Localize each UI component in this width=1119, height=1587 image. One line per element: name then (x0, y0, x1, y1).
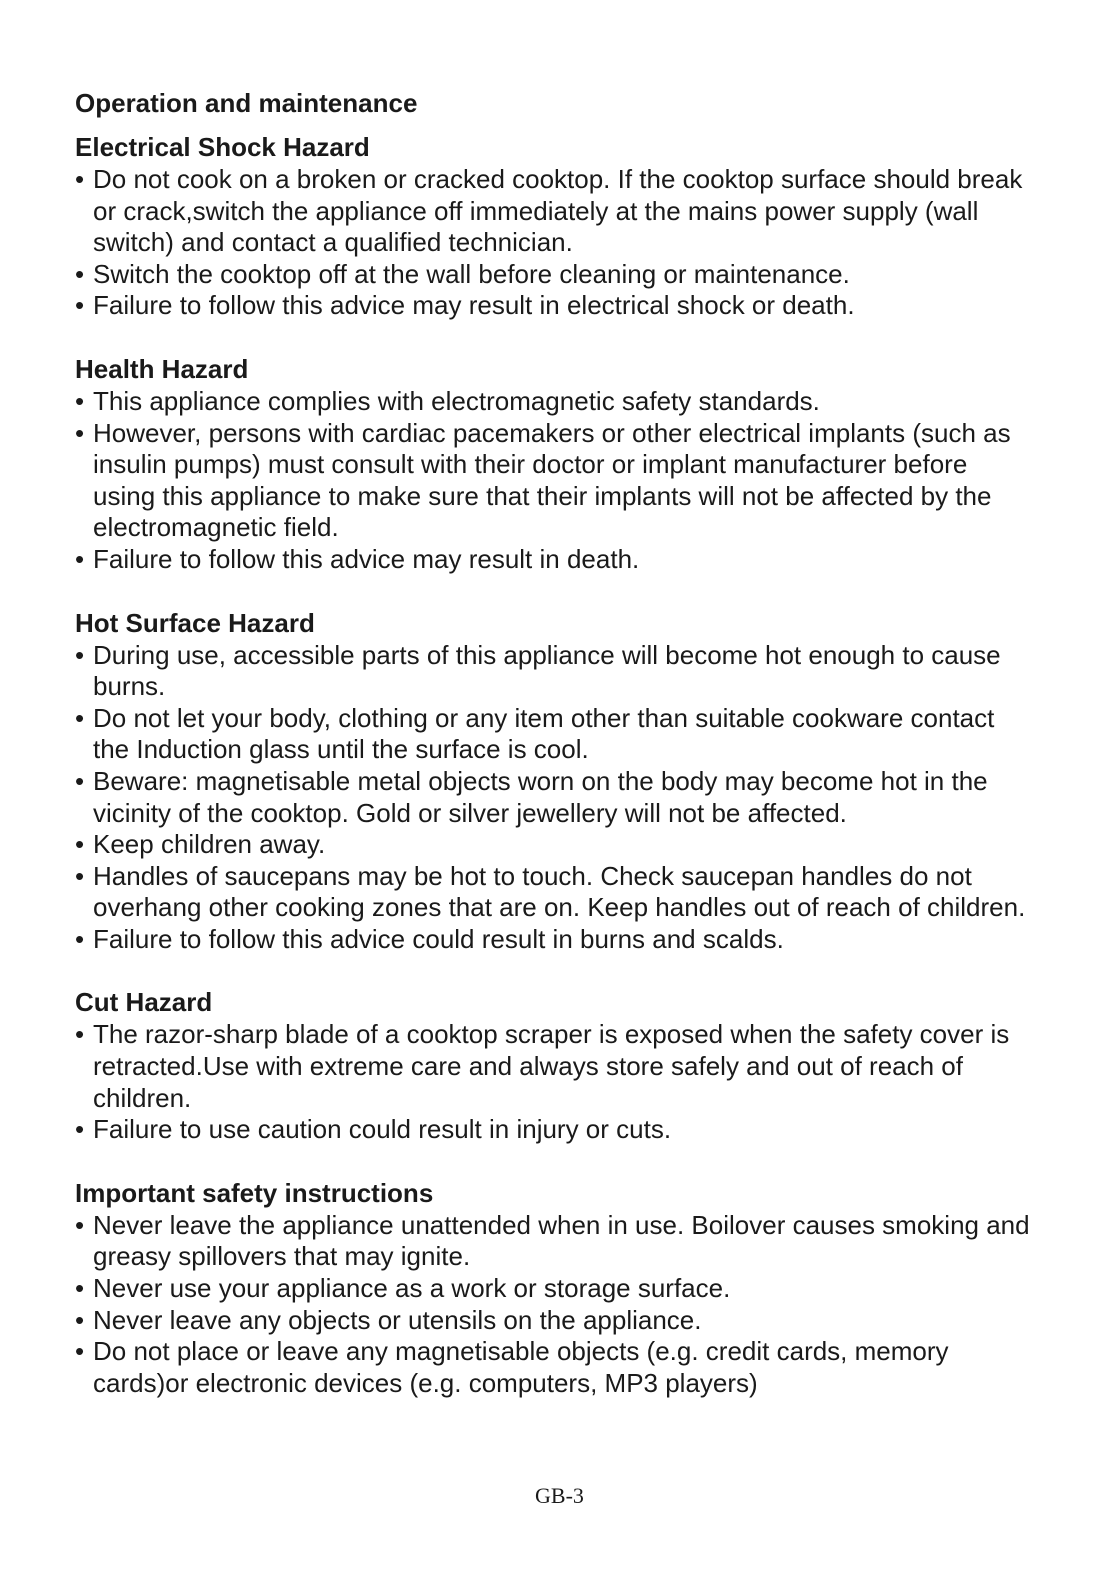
bullet-list (75, 386, 1035, 576)
list-item: • This appliance complies with electromagnetic safety standards. (75, 386, 1035, 418)
list-item: • The razor-sharp blade of a cooktop scraper is exposed when the safety cover is retracted.Use with extreme care and always store safely and out of reach of children. (75, 1019, 1035, 1114)
bullet-list (75, 1019, 1035, 1145)
section-heading: Electrical Shock Hazard (75, 132, 370, 162)
bullet-list (75, 164, 1035, 322)
list-item: • However, persons with cardiac pacemakers or other electrical implants (such as insulin pumps) must consult with their doctor or implant manufacturer before using this appliance to make sure that their implants will not be affected by the electromagnetic field. (75, 418, 1035, 544)
section-heading: Hot Surface Hazard (75, 607, 315, 638)
list-item: • Failure to follow this advice may result in death. (75, 544, 1035, 576)
list-item: • Keep children away. (75, 829, 1035, 861)
list-item: • During use, accessible parts of this appliance will become hot enough to cause burns. (75, 640, 1035, 703)
list-item: • Never use your appliance as a work or storage surface. (75, 1273, 1035, 1305)
section-hot-surface-hazard (75, 607, 1035, 956)
section-electrical-shock-hazard (75, 131, 1035, 322)
section-health-hazard (75, 353, 1035, 576)
list-item: • Failure to follow this advice may result in electrical shock or death. (75, 290, 1035, 322)
page-number: GB-3 (535, 1483, 584, 1508)
list-item: • Do not cook on a broken or cracked cooktop. If the cooktop surface should break or crack,switch the appliance off immediately at the mains power supply (wall switch) and contact a qualified technician. (75, 164, 1035, 259)
list-item: • Failure to follow this advice could result in burns and scalds. (75, 924, 1035, 956)
section-heading: Health Hazard (75, 353, 249, 384)
section-heading: Cut Hazard (75, 987, 213, 1018)
bullet-list (75, 640, 1035, 956)
bullet-list (75, 1210, 1035, 1400)
list-item: • Do not let your body, clothing or any item other than suitable cookware contact the Induction glass until the surface is cool. (75, 703, 1035, 766)
list-item: • Never leave the appliance unattended when in use. Boilover causes smoking and greasy spillovers that may ignite. (75, 1210, 1035, 1273)
list-item: • Failure to use caution could result in injury or cuts. (75, 1114, 1035, 1146)
list-item: • Handles of saucepans may be hot to touch. Check saucepan handles do not overhang other cooking zones that are on. Keep handles out of reach of children. (75, 861, 1035, 924)
section-cut-hazard (75, 986, 1035, 1145)
section-heading: Important safety instructions (75, 1177, 434, 1208)
document-body (75, 86, 1035, 1430)
list-item: • Beware: magnetisable metal objects worn on the body may become hot in the vicinity of the cooktop. Gold or silver jewellery will not be affected. (75, 766, 1035, 829)
list-item: • Never leave any objects or utensils on the appliance. (75, 1305, 1035, 1337)
list-item: • Do not place or leave any magnetisable objects (e.g. credit cards, memory cards)or electronic devices (e.g. computers, MP3 players) (75, 1336, 1035, 1399)
page-title: Operation and maintenance (75, 88, 418, 118)
list-item: • Switch the cooktop off at the wall before cleaning or maintenance. (75, 259, 1035, 291)
section-important-safety-instructions (75, 1177, 1035, 1400)
